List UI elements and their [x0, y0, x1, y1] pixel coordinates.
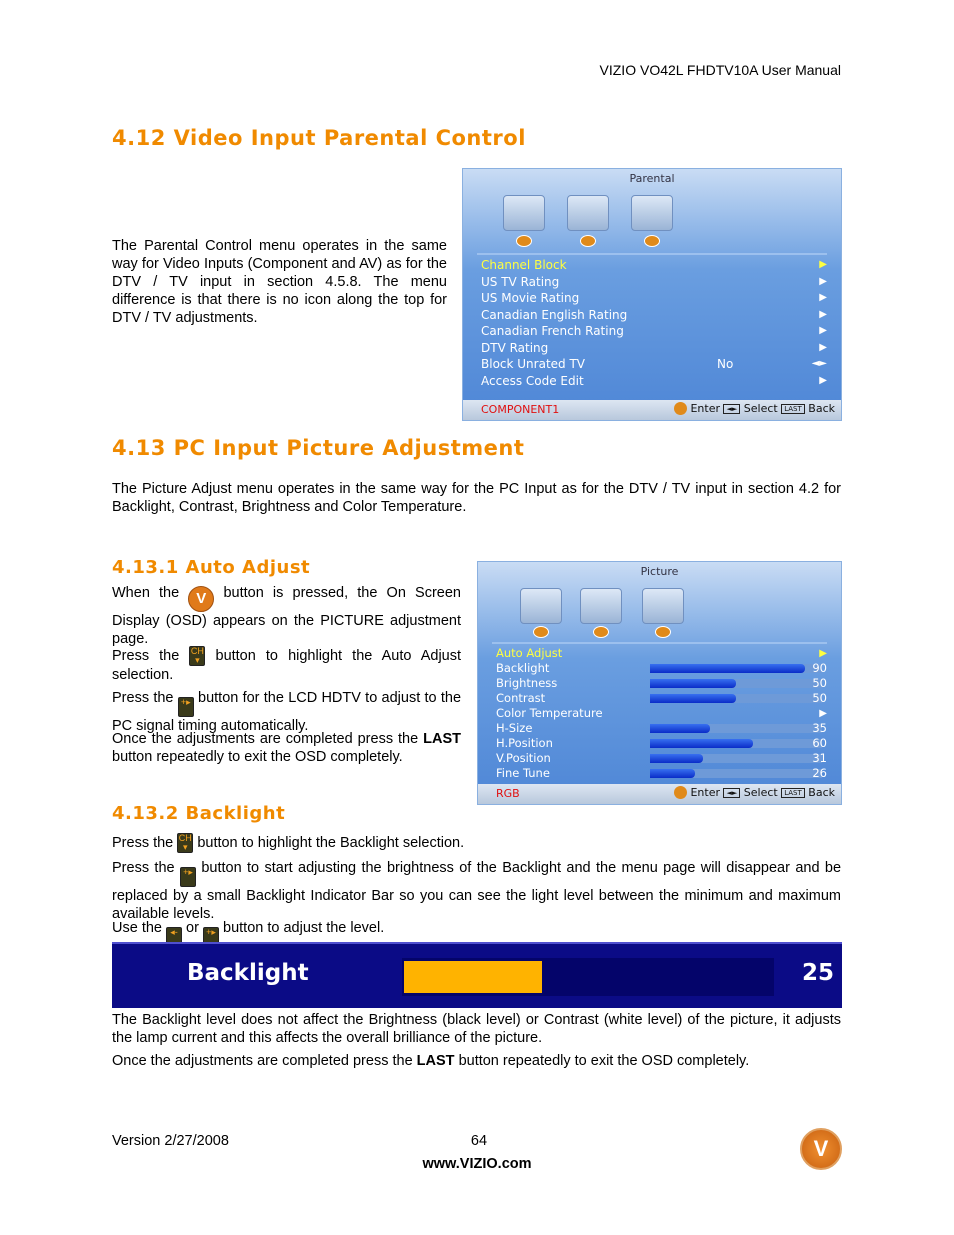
section-4-13-2-p5: Once the adjustments are completed press the LAST button repeatedly to exit the OSD completely. [112, 1053, 750, 1069]
tv-icon [520, 588, 562, 624]
menu-item-value: 26 [812, 766, 827, 780]
v-button-icon [674, 786, 687, 799]
menu-item-value: 90 [812, 661, 827, 675]
osd-help: Enter ◄► Select LAST Back [674, 786, 835, 799]
right-arrow-icon: ▶ [819, 341, 827, 353]
section-4-13-body: The Picture Adjust menu operates in the same way for the PC Input as for the DTV / TV input in section 4.2 for Backlight, Contrast, Brightness and Color Temperature. [112, 481, 841, 515]
right-arrow-icon: ▶ [819, 308, 827, 320]
last-key-icon: LAST [781, 404, 805, 414]
backlight-label: Backlight [187, 960, 309, 986]
parental-menu-list [481, 257, 831, 389]
level-bar-fill [650, 694, 736, 703]
audio-icon [580, 588, 622, 624]
section-4-13-1-p3: Press the +▸ button for the LCD HDTV to adjust to the PC signal timing automatically. [112, 690, 462, 734]
volume-up-button-icon: +▸ [180, 867, 196, 887]
left-right-arrow-icon: ◄► [811, 358, 827, 369]
osd-help: Enter ◄► Select LAST Back [674, 402, 835, 415]
input-name: COMPONENT1 [481, 403, 560, 416]
channel-button-icon: CH ▾ [178, 833, 192, 852]
menu-item-value: 50 [812, 691, 827, 705]
osd-footer [463, 400, 841, 420]
parental-menu-item: Canadian English Rating ▶ [481, 307, 827, 322]
footer-url: www.VIZIO.com [422, 1156, 532, 1172]
picture-menu-item: V.Position 31 [496, 751, 827, 765]
picture-menu-item: H-Size 35 [496, 721, 827, 735]
footer-version: Version 2/27/2008 [112, 1133, 229, 1149]
osd-divider [477, 253, 827, 255]
v-button-icon [674, 402, 687, 415]
picture-menu-item: Backlight 90 [496, 661, 827, 675]
backlight-level-track [402, 958, 774, 996]
section-title-4-13-1: 4.13.1 Auto Adjust [112, 557, 311, 578]
right-arrow-icon: ▶ [819, 708, 827, 719]
parental-menu-item: Access Code Edit ▶ [481, 373, 827, 388]
menu-item-value: 60 [812, 736, 827, 750]
arrow-keys-icon: ◄► [723, 788, 740, 798]
menu-item-value: 31 [812, 751, 827, 765]
picture-menu-item: Fine Tune 26 [496, 766, 827, 780]
right-arrow-icon: ▶ [819, 292, 827, 303]
parental-menu-item: DTV Rating ▶ [481, 340, 827, 355]
picture-menu-item: Brightness 50 [496, 676, 827, 690]
level-bar-fill [650, 679, 736, 688]
level-bar-track [650, 769, 822, 778]
right-arrow-icon: ▶ [819, 259, 827, 270]
right-arrow-icon: ▶ [819, 325, 827, 336]
level-bar-fill [650, 724, 710, 733]
picture-menu-list [496, 646, 831, 781]
osd-divider [492, 642, 827, 644]
picture-menu-item: H.Position 60 [496, 736, 827, 750]
right-arrow-icon: ▶ [819, 275, 827, 287]
vizio-v-button-icon: V [188, 586, 214, 612]
level-bar-fill [650, 769, 695, 778]
level-bar-track [650, 754, 822, 763]
picture-menu-item: Auto Adjust ▶ [496, 646, 827, 660]
section-4-13-2-p4: The Backlight level does not affect the Brightness (black level) or Contrast (white level) of the picture, it adjusts the lamp current and this affects the overall brilliance of the picture. [112, 1012, 841, 1046]
picture-menu-item: Color Temperature ▶ [496, 706, 827, 720]
picture-menu-item: Contrast 50 [496, 691, 827, 705]
level-bar-track [650, 694, 822, 703]
manual-header: VIZIO VO42L FHDTV10A User Manual [599, 62, 841, 78]
level-bar-fill [650, 664, 805, 673]
level-bar-track [650, 664, 822, 673]
backlight-value: 25 [801, 960, 834, 986]
section-title-4-13-2: 4.13.2 Backlight [112, 803, 286, 824]
osd-title: Picture [640, 565, 679, 578]
channel-button-icon: CH ▾ [190, 646, 204, 665]
tab-indicator-icon [533, 626, 549, 638]
parental-menu-item: Channel Block ▶ [481, 258, 827, 272]
level-bar-track [650, 739, 822, 748]
tab-indicator-icon [655, 626, 671, 638]
section-4-13-1-p1: When the V button is pressed, the On Screen Display (OSD) appears on the PICTURE adjustment page. [112, 585, 461, 647]
parental-osd-screenshot [462, 168, 842, 421]
level-bar-track [650, 724, 822, 733]
section-4-13-2-p2: Press the +▸ button to start adjusting the brightness of the Backlight and the menu page will disappear and be replaced by a small Backlight Indicator Bar so you can see the light level between the minimum and maximum available levels. [112, 860, 842, 922]
volume-down-button-icon: ◂- [166, 927, 182, 947]
level-bar-fill [650, 754, 703, 763]
input-name: RGB [496, 787, 520, 800]
osd-title: Parental [629, 172, 675, 185]
section-4-13-2-p1: Press the CH ▾ button to highlight the Backlight selection. [112, 833, 465, 852]
tab-indicator-icon [580, 235, 596, 247]
tab-indicator-icon [516, 235, 532, 247]
menu-item-value: No [717, 357, 734, 371]
arrow-keys-icon: ◄► [723, 404, 740, 414]
tab-indicator-icon [644, 235, 660, 247]
last-key-icon: LAST [781, 788, 805, 798]
backlight-indicator-bar [112, 942, 842, 1008]
section-4-12-body: The Parental Control menu operates in the same way for Video Inputs (Component and AV) as for the DTV / TV input in section 4.5.8. The menu difference is that there is no icon along the top for DTV / TV adjustments. [112, 238, 447, 326]
menu-item-value: 50 [812, 676, 827, 690]
tv-icon [503, 195, 545, 231]
parental-menu-item: US Movie Rating ▶ [481, 291, 827, 305]
vizio-logo-icon: V [800, 1128, 842, 1170]
section-4-13-1-p4: Once the adjustments are completed press the LAST button repeatedly to exit the OSD completely. [112, 731, 461, 765]
section-title-4-13: 4.13 PC Input Picture Adjustment [112, 436, 525, 460]
audio-icon [567, 195, 609, 231]
settings-icon [642, 588, 684, 624]
backlight-level-fill [404, 961, 542, 993]
parental-menu-item: Block Unrated TV No ◄► [481, 357, 827, 371]
section-4-13-2-p3: Use the ◂- or +▸ button to adjust the level. [112, 919, 841, 947]
parental-menu-item: Canadian French Rating ▶ [481, 324, 827, 338]
osd-footer [478, 784, 841, 804]
right-arrow-icon: ▶ [819, 648, 827, 659]
level-bar-track [650, 679, 822, 688]
picture-osd-screenshot [477, 561, 842, 805]
level-bar-fill [650, 739, 753, 748]
menu-item-value: 35 [812, 721, 827, 735]
volume-up-button-icon: +▸ [203, 927, 219, 947]
right-arrow-icon: ▶ [819, 374, 827, 386]
page-number: 64 [470, 1133, 488, 1149]
section-4-13-1-p2: Press the CH ▾ button to highlight the Auto Adjust selection. [112, 646, 462, 683]
settings-icon [631, 195, 673, 231]
tab-indicator-icon [593, 626, 609, 638]
volume-up-button-icon: +▸ [178, 697, 194, 717]
section-title-4-12: 4.12 Video Input Parental Control [112, 126, 526, 150]
parental-menu-item: US TV Rating ▶ [481, 274, 827, 289]
